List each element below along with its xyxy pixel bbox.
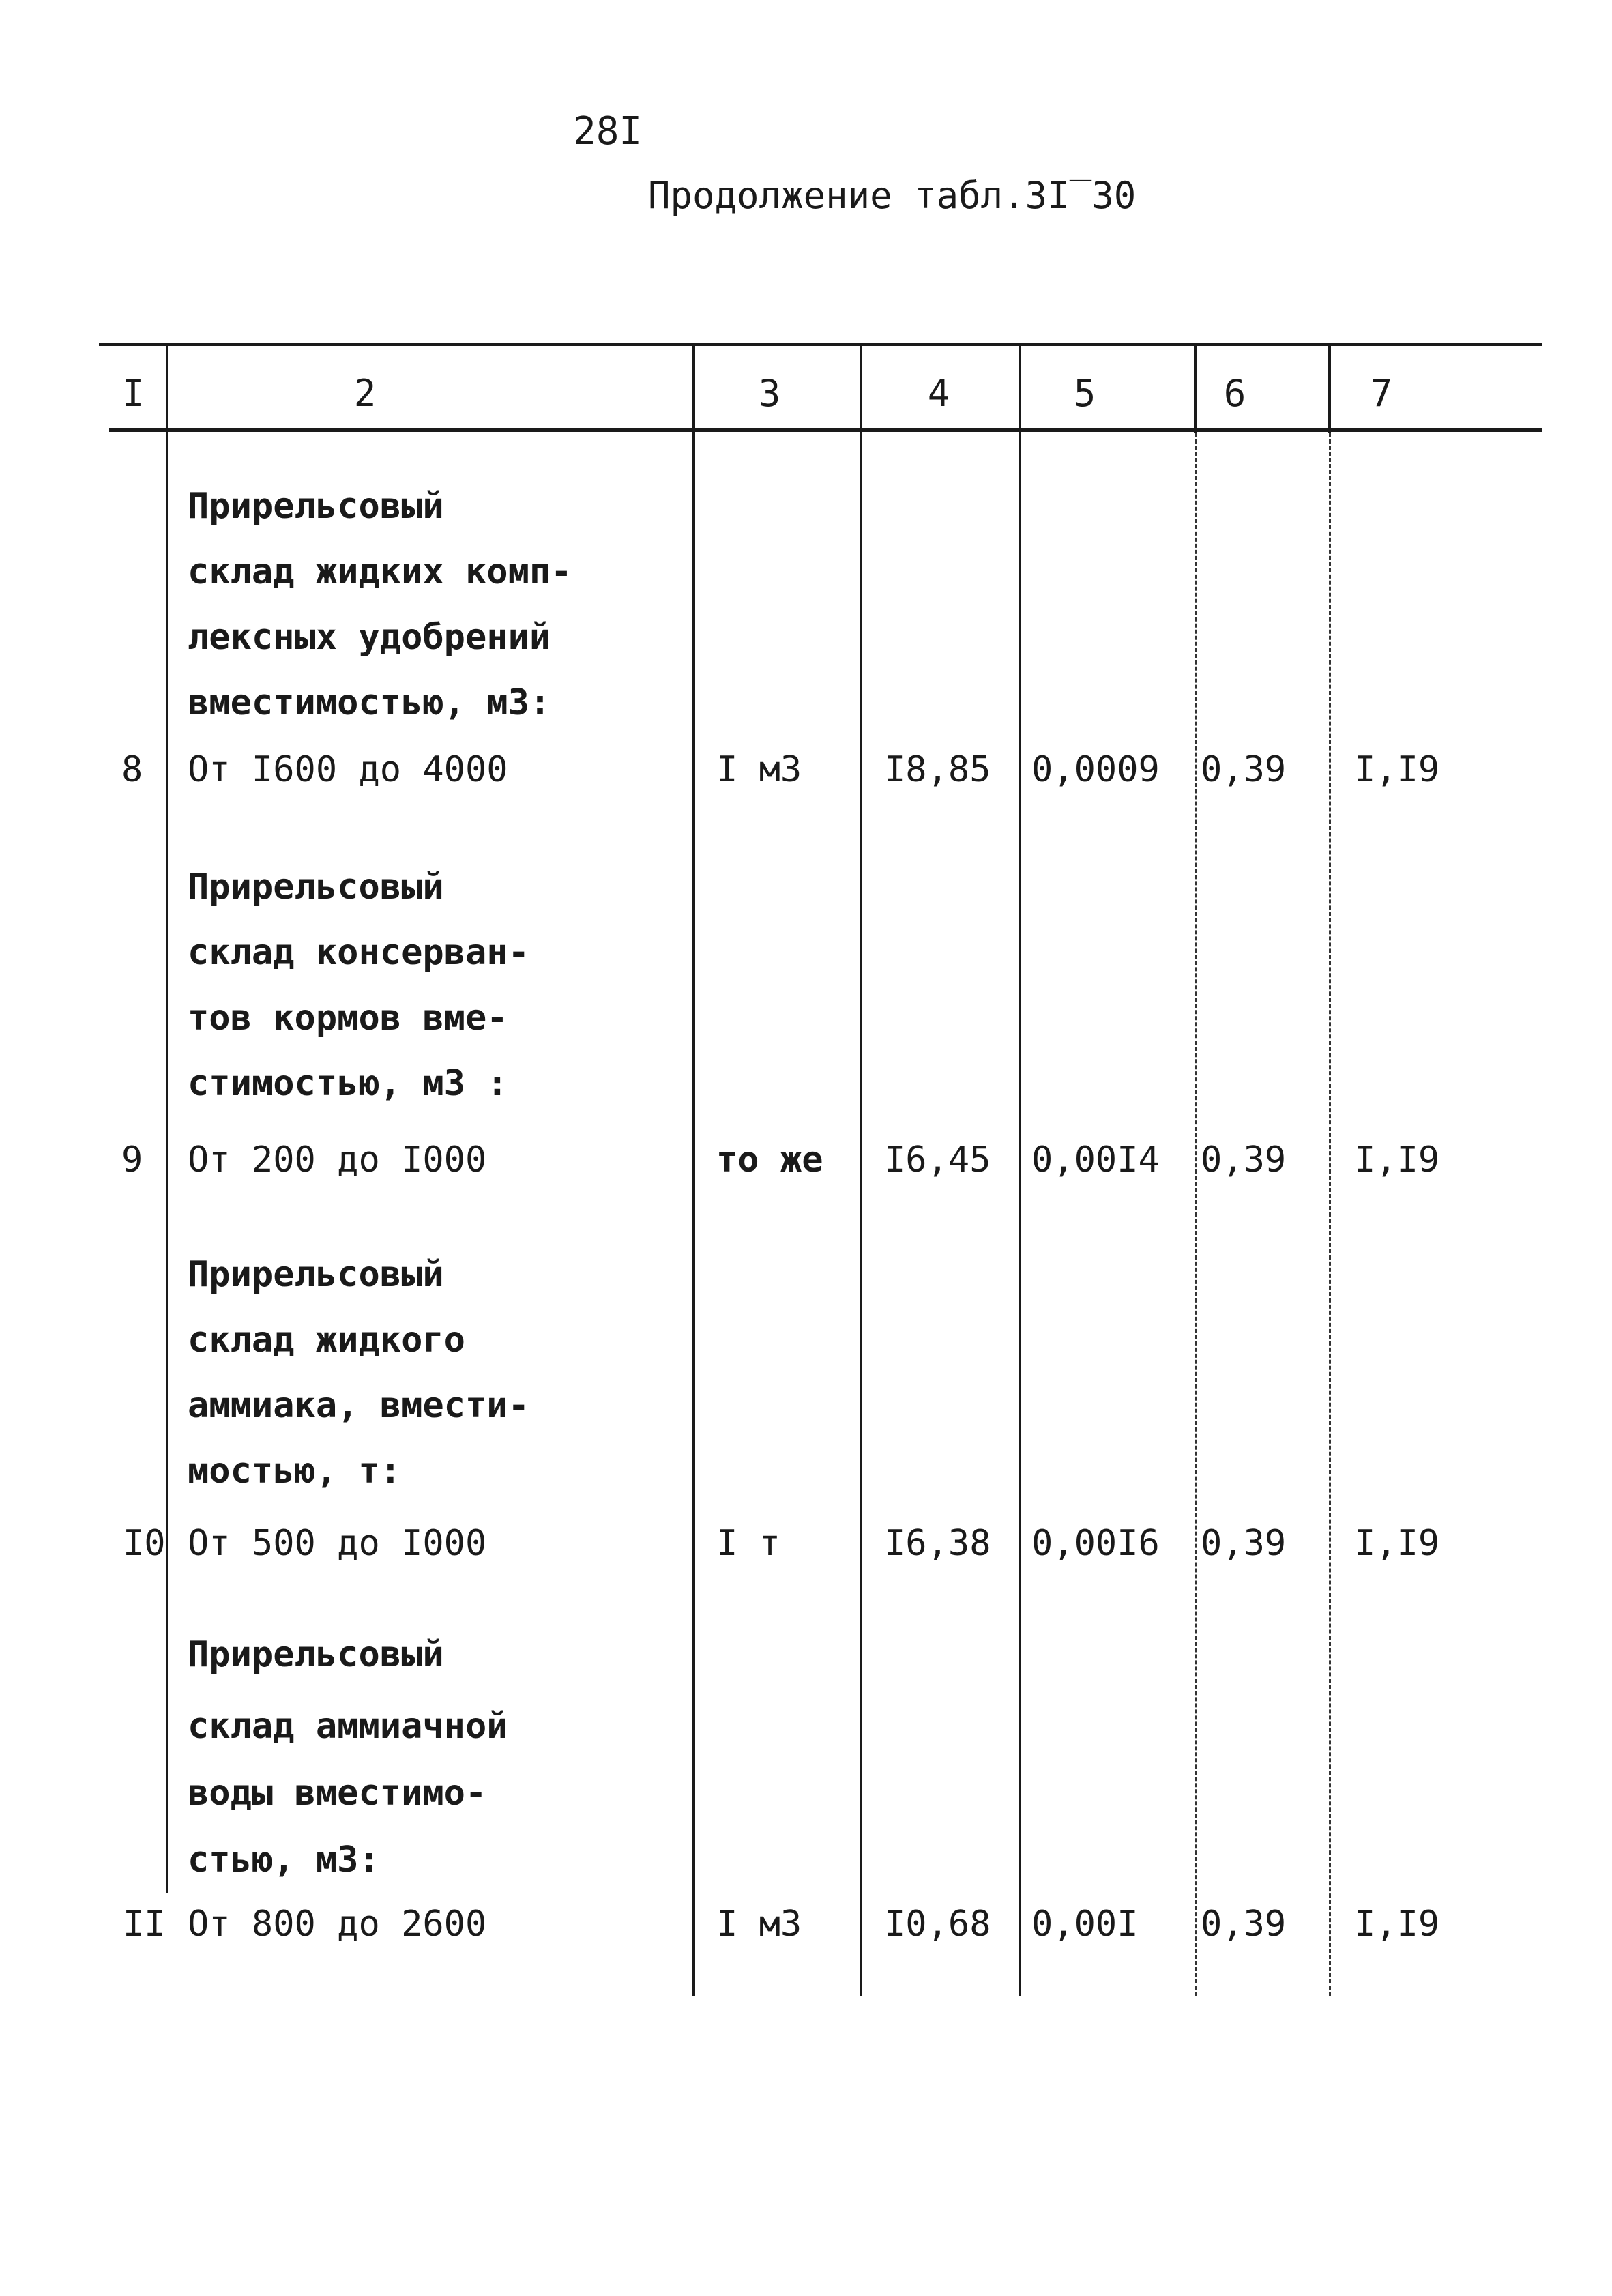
row-item-name: лексных удобрений — [188, 617, 551, 658]
row-item-name: стимостью, м3 : — [188, 1063, 508, 1104]
row-item-name: аммиака, вмести- — [188, 1385, 529, 1426]
row-unit: I м3 — [716, 1904, 802, 1945]
row-col7: I,I9 — [1354, 1904, 1440, 1945]
row-unit: то же — [716, 1139, 823, 1180]
column-divider-3 — [860, 345, 862, 1996]
row-capacity-range: От 800 до 2600 — [188, 1904, 487, 1945]
column-divider-6 — [1328, 345, 1331, 433]
row-item-name: склад аммиачной — [188, 1706, 508, 1747]
row-item-name: склад жидких комп- — [188, 551, 572, 592]
row-item-name: стью, м3: — [188, 1840, 380, 1880]
row-number: 8 — [121, 749, 143, 790]
column-divider-1 — [166, 345, 168, 1893]
row-number: II — [123, 1904, 166, 1945]
row-unit: I т — [716, 1523, 780, 1564]
column-header-7: 7 — [1370, 372, 1393, 415]
row-item-name: мостью, т: — [188, 1451, 402, 1492]
row-col5: 0,00I6 — [1031, 1523, 1160, 1564]
row-number: I0 — [123, 1523, 166, 1564]
row-col6: 0,39 — [1201, 749, 1287, 790]
column-header-3: 3 — [758, 372, 781, 415]
row-col4: I6,38 — [884, 1523, 991, 1564]
column-divider-2 — [692, 345, 695, 1996]
column-header-2: 2 — [353, 372, 377, 415]
table-top-rule — [99, 343, 1542, 346]
row-item-name: Прирельсовый — [188, 486, 444, 527]
table-continuation-title: Продолжение табл.3I‾30 — [648, 174, 1137, 217]
row-col6: 0,39 — [1201, 1904, 1287, 1945]
row-col5: 0,00I4 — [1031, 1139, 1160, 1180]
row-item-name: склад жидкого — [188, 1320, 465, 1361]
row-col5: 0,00I — [1031, 1904, 1139, 1945]
column-divider-4 — [1019, 345, 1021, 1996]
row-capacity-range: От I600 до 4000 — [188, 749, 508, 790]
row-col7: I,I9 — [1354, 1523, 1440, 1564]
column-header-5: 5 — [1073, 372, 1096, 415]
column-header-1: I — [121, 372, 145, 415]
row-col6: 0,39 — [1201, 1523, 1287, 1564]
row-item-name: склад консерван- — [188, 932, 529, 973]
row-col4: I8,85 — [884, 749, 991, 790]
column-divider-6-dashed — [1329, 433, 1331, 1996]
row-item-name: Прирельсовый — [188, 1254, 444, 1295]
row-item-name: тов кормов вме- — [188, 998, 508, 1038]
column-header-6: 6 — [1223, 372, 1246, 415]
row-col5: 0,0009 — [1031, 749, 1160, 790]
column-divider-5 — [1194, 345, 1197, 433]
row-unit: I м3 — [716, 749, 802, 790]
page-number: 28I — [573, 109, 643, 154]
column-header-4: 4 — [927, 372, 950, 415]
row-col4: I6,45 — [884, 1139, 991, 1180]
table-header-rule — [109, 428, 1542, 432]
row-col7: I,I9 — [1354, 749, 1440, 790]
row-capacity-range: От 200 до I000 — [188, 1139, 487, 1180]
row-item-name: вместимостью, м3: — [188, 682, 551, 723]
column-divider-5-dashed — [1195, 433, 1197, 1996]
row-item-name: Прирельсовый — [188, 867, 444, 907]
row-capacity-range: От 500 до I000 — [188, 1523, 487, 1564]
row-number: 9 — [121, 1139, 143, 1180]
row-col7: I,I9 — [1354, 1139, 1440, 1180]
row-item-name: воды вместимо- — [188, 1773, 487, 1814]
row-item-name: Прирельсовый — [188, 1634, 444, 1675]
row-col6: 0,39 — [1201, 1139, 1287, 1180]
row-col4: I0,68 — [884, 1904, 991, 1945]
